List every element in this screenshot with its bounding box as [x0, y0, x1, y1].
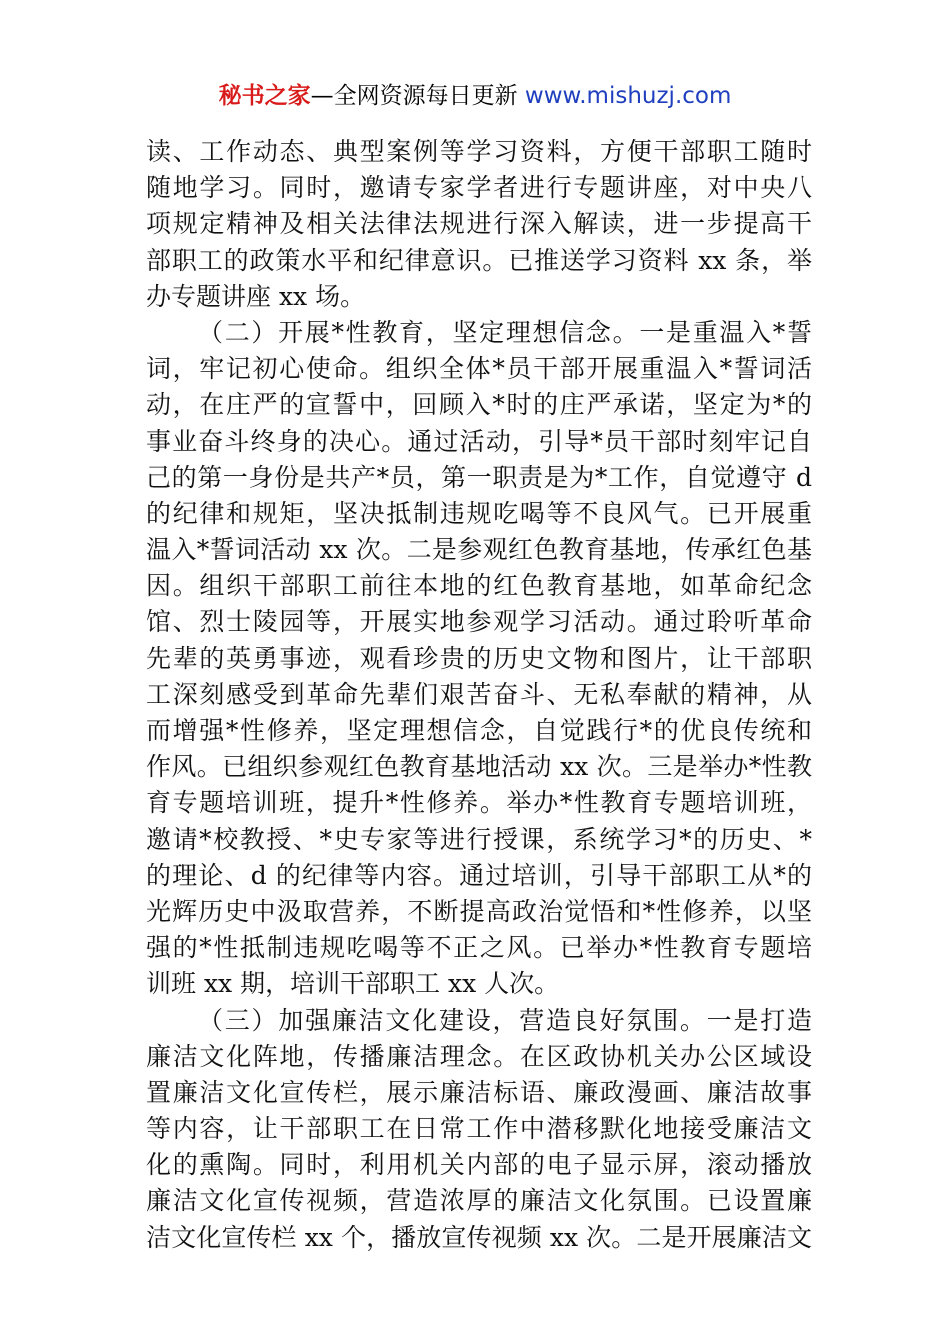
text-line: 随地学习。同时，邀请专家学者进行专题讲座，对中央八	[146, 173, 812, 203]
text-line: 词，牢记初心使命。组织全体*员干部开展重温入*誓词活	[146, 354, 812, 384]
text-line: 洁文化宣传栏 xx 个，播放宣传视频 xx 次。二是开展廉洁文	[146, 1222, 812, 1252]
site-url-link[interactable]: www.mishuzj.com	[524, 83, 732, 109]
text-line: 而增强*性修养，坚定理想信念，自觉践行*的优良传统和	[146, 716, 812, 745]
text-line: 廉洁文化阵地，传播廉洁理念。在区政协机关办公区域设	[146, 1041, 812, 1071]
section-heading-line: （二）开展*性教育，坚定理想信念。一是重温入*誓	[198, 317, 812, 347]
text-line: 温入*誓词活动 xx 次。二是参观红色教育基地，传承红色基	[146, 535, 812, 565]
text-line: 部职工的政策水平和纪律意识。已推送学习资料 xx 条，举	[146, 245, 812, 275]
text-line: 事业奋斗终身的决心。通过活动，引导*员干部时刻牢记自	[146, 426, 812, 456]
text-line: 的纪律和规矩，坚决抵制违规吃喝等不良风气。已开展重	[146, 498, 812, 528]
section-heading-line: （三）加强廉洁文化建设，营造良好氛围。一是打造	[198, 1005, 812, 1035]
text-line: 项规定精神及相关法律法规进行深入解读，进一步提高干	[146, 209, 812, 239]
text-line: 己的第一身份是共产*员，第一职责是为*工作，自觉遵守 d	[146, 462, 812, 492]
header-tagline: —全网资源每日更新	[310, 83, 525, 109]
text-line: 光辉历史中汲取营养，不断提高政治觉悟和*性修养，以坚	[146, 896, 812, 926]
text-line: 训班 xx 期，培训干部职工 xx 人次。	[146, 969, 560, 999]
text-line: 置廉洁文化宣传栏，展示廉洁标语、廉政漫画、廉洁故事	[146, 1077, 812, 1107]
site-header	[0, 80, 950, 112]
text-line: 动，在庄严的宣誓中，回顾入*时的庄严承诺，坚定为*的	[146, 390, 812, 420]
text-line: 邀请*校教授、*史专家等进行授课，系统学习*的历史、*	[146, 824, 812, 854]
text-line: 化的熏陶。同时，利用机关内部的电子显示屏，滚动播放	[146, 1150, 812, 1180]
text-line: 因。组织干部职工前往本地的红色教育基地，如革命纪念	[146, 571, 812, 601]
text-line: 作风。已组织参观红色教育基地活动 xx 次。三是举办*性教	[146, 752, 812, 782]
text-line: 廉洁文化宣传视频，营造浓厚的廉洁文化氛围。已设置廉	[146, 1186, 812, 1216]
text-line: 育专题培训班，提升*性修养。举办*性教育专题培训班，	[146, 788, 812, 818]
text-line: 等内容，让干部职工在日常工作中潜移默化地接受廉洁文	[146, 1114, 812, 1144]
brand-name: 秘书之家	[218, 83, 311, 109]
text-line: 先辈的英勇事迹，观看珍贵的历史文物和图片，让干部职	[146, 643, 812, 673]
text-line: 工深刻感受到革命先辈们艰苦奋斗、无私奉献的精神，从	[146, 679, 812, 709]
text-line: 读、工作动态、典型案例等学习资料，方便干部职工随时	[146, 137, 812, 166]
text-line: 馆、烈士陵园等，开展实地参观学习活动。通过聆听革命	[146, 607, 812, 637]
text-line: 强的*性抵制违规吃喝等不正之风。已举办*性教育专题培	[146, 933, 812, 963]
text-line: 的理论、d 的纪律等内容。通过培训，引导干部职工从*的	[146, 860, 812, 890]
text-line: 办专题讲座 xx 场。	[146, 281, 366, 311]
document-body	[146, 134, 812, 1256]
